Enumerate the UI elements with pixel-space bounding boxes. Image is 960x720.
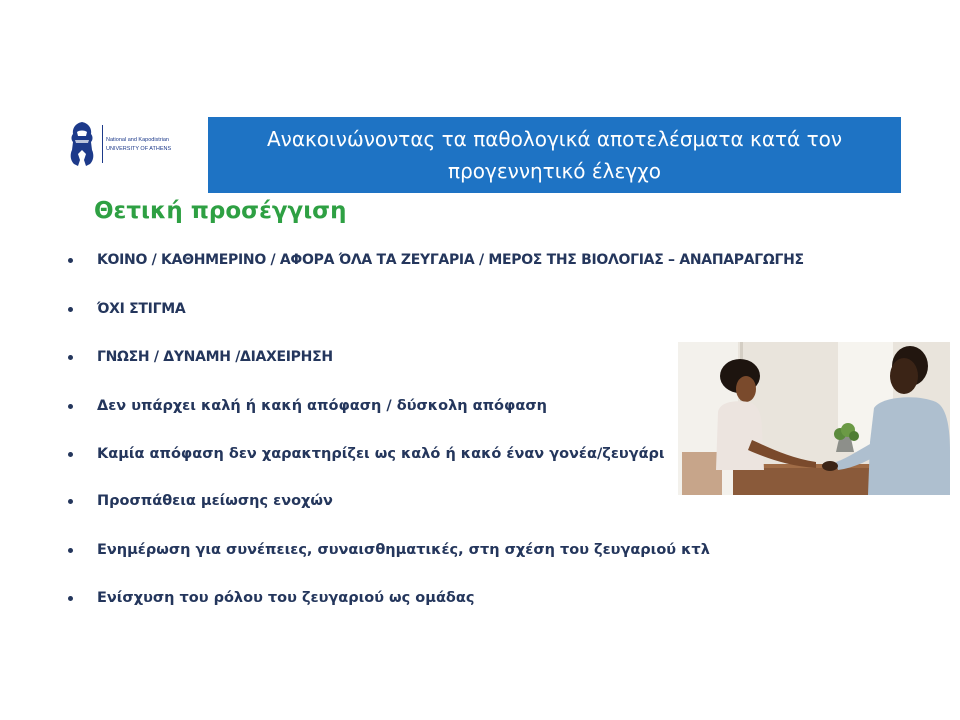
- bullet-text: Δεν υπάρχει καλή ή κακή απόφαση / δύσκολη απόφαση: [97, 398, 547, 414]
- bullet-text: Ενημέρωση για συνέπειες, συναισθηματικές, στη σχέση του ζευγαριού κτλ: [97, 542, 710, 558]
- bullet-item: [66, 345, 333, 369]
- bullet-dot: [68, 548, 73, 553]
- bullet-dot: [68, 404, 73, 409]
- bullet-dot: [68, 596, 73, 601]
- bullet-dot: [68, 355, 73, 360]
- bullet-item: [66, 394, 547, 418]
- bullet-item: [66, 442, 665, 466]
- logo-line-2: UNIVERSITY OF ATHENS: [106, 146, 172, 152]
- bullet-text: Καμία απόφαση δεν χαρακτηρίζει ως καλό ή κακό έναν γονέα/ζευγάρι: [97, 446, 665, 462]
- bullet-item: [66, 538, 710, 562]
- bullet-item: [66, 248, 804, 272]
- logo-divider: [102, 125, 103, 163]
- bullet-dot: [68, 307, 73, 312]
- section-subtitle: Θετική προσέγγιση: [94, 198, 347, 224]
- bullet-item: [66, 586, 474, 610]
- university-emblem-icon: [66, 120, 98, 168]
- bullet-item: [66, 297, 185, 321]
- bullet-text: Ενίσχυση του ρόλου του ζευγαριού ως ομάδας: [97, 590, 475, 606]
- bullet-dot: [68, 499, 73, 504]
- bullet-text: ΌΧΙ ΣΤΙΓΜΑ: [97, 301, 186, 317]
- bullet-text: Προσπάθεια μείωσης ενοχών: [97, 493, 333, 509]
- bullet-text: ΓΝΩΣΗ / ΔΥΝΑΜΗ /ΔΙΑΧΕΙΡΗΣΗ: [97, 349, 333, 365]
- bullet-text: ΚΟΙΝΟ / ΚΑΘΗΜΕΡΙΝΟ / ΑΦΟΡΑ ΌΛΑ ΤΑ ΖΕΥΓΑΡΙΑ / ΜΕΡΟΣ ΤΗΣ ΒΙΟΛΟΓΙΑΣ – ΑΝΑΠΑΡΑΓΩΓΗΣ: [97, 252, 804, 268]
- counseling-photo: [678, 342, 950, 495]
- bullet-item: [66, 489, 333, 513]
- bullet-dot: [68, 258, 73, 263]
- banner-title-line-1: Ανακοινώνοντας τα παθολογικά αποτελέσματα κατά τον: [266, 127, 843, 151]
- logo-line-1: National and Kapodistrian: [106, 137, 169, 143]
- counseling-illustration: [678, 342, 950, 495]
- bullet-dot: [68, 452, 73, 457]
- university-logo: [66, 120, 190, 170]
- banner-title: [267, 123, 842, 187]
- banner-title-line-2: προγεννητικό έλεγχο: [448, 159, 661, 183]
- title-banner: [208, 117, 901, 193]
